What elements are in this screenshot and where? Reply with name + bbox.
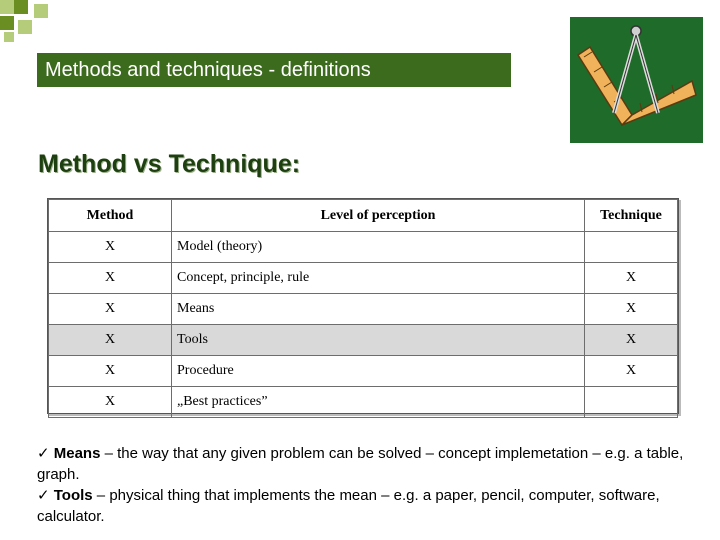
checkmark-icon: ✓ (37, 487, 50, 504)
table-row (49, 356, 678, 387)
table-row (49, 263, 678, 294)
cell-level: „Best practices” (172, 387, 585, 418)
checkmark-icon: ✓ (37, 445, 50, 462)
note-tools (37, 485, 687, 527)
cell-technique: X (585, 325, 678, 356)
cell-method: X (49, 232, 172, 263)
logo-graphic (570, 17, 703, 143)
note-text: – the way that any given problem can be solved – concept implemetation – e.g. a table, graph. (37, 445, 684, 483)
cell-method: X (49, 325, 172, 356)
comparison-table (47, 198, 679, 414)
cell-level: Tools (172, 325, 585, 356)
cell-method: X (49, 294, 172, 325)
column-header-method: Method (49, 200, 172, 232)
cell-level: Procedure (172, 356, 585, 387)
definition-notes (37, 443, 687, 527)
cell-level: Means (172, 294, 585, 325)
note-term: Tools (53, 487, 93, 504)
table-row (49, 387, 678, 418)
column-header-level: Level of perception (172, 200, 585, 232)
cell-technique (585, 232, 678, 263)
cell-technique: X (585, 356, 678, 387)
table-row (49, 294, 678, 325)
table-row (49, 232, 678, 263)
note-term: Means (53, 445, 101, 462)
cell-technique: X (585, 294, 678, 325)
cell-technique: X (585, 263, 678, 294)
table-header-row (49, 200, 678, 232)
note-means (37, 443, 687, 485)
cell-level: Model (theory) (172, 232, 585, 263)
cell-technique (585, 387, 678, 418)
note-text: – physical thing that implements the mean – e.g. a paper, pencil, computer, software, calculator. (37, 487, 660, 525)
slide-title: Methods and techniques - definitions (37, 53, 511, 87)
decorative-squares (0, 0, 60, 45)
column-header-technique: Technique (585, 200, 678, 232)
section-heading: Method vs Technique: (38, 150, 301, 178)
cell-method: X (49, 387, 172, 418)
cell-method: X (49, 356, 172, 387)
table-row (49, 325, 678, 356)
compass-and-square-icon (570, 17, 703, 143)
cell-method: X (49, 263, 172, 294)
cell-level: Concept, principle, rule (172, 263, 585, 294)
